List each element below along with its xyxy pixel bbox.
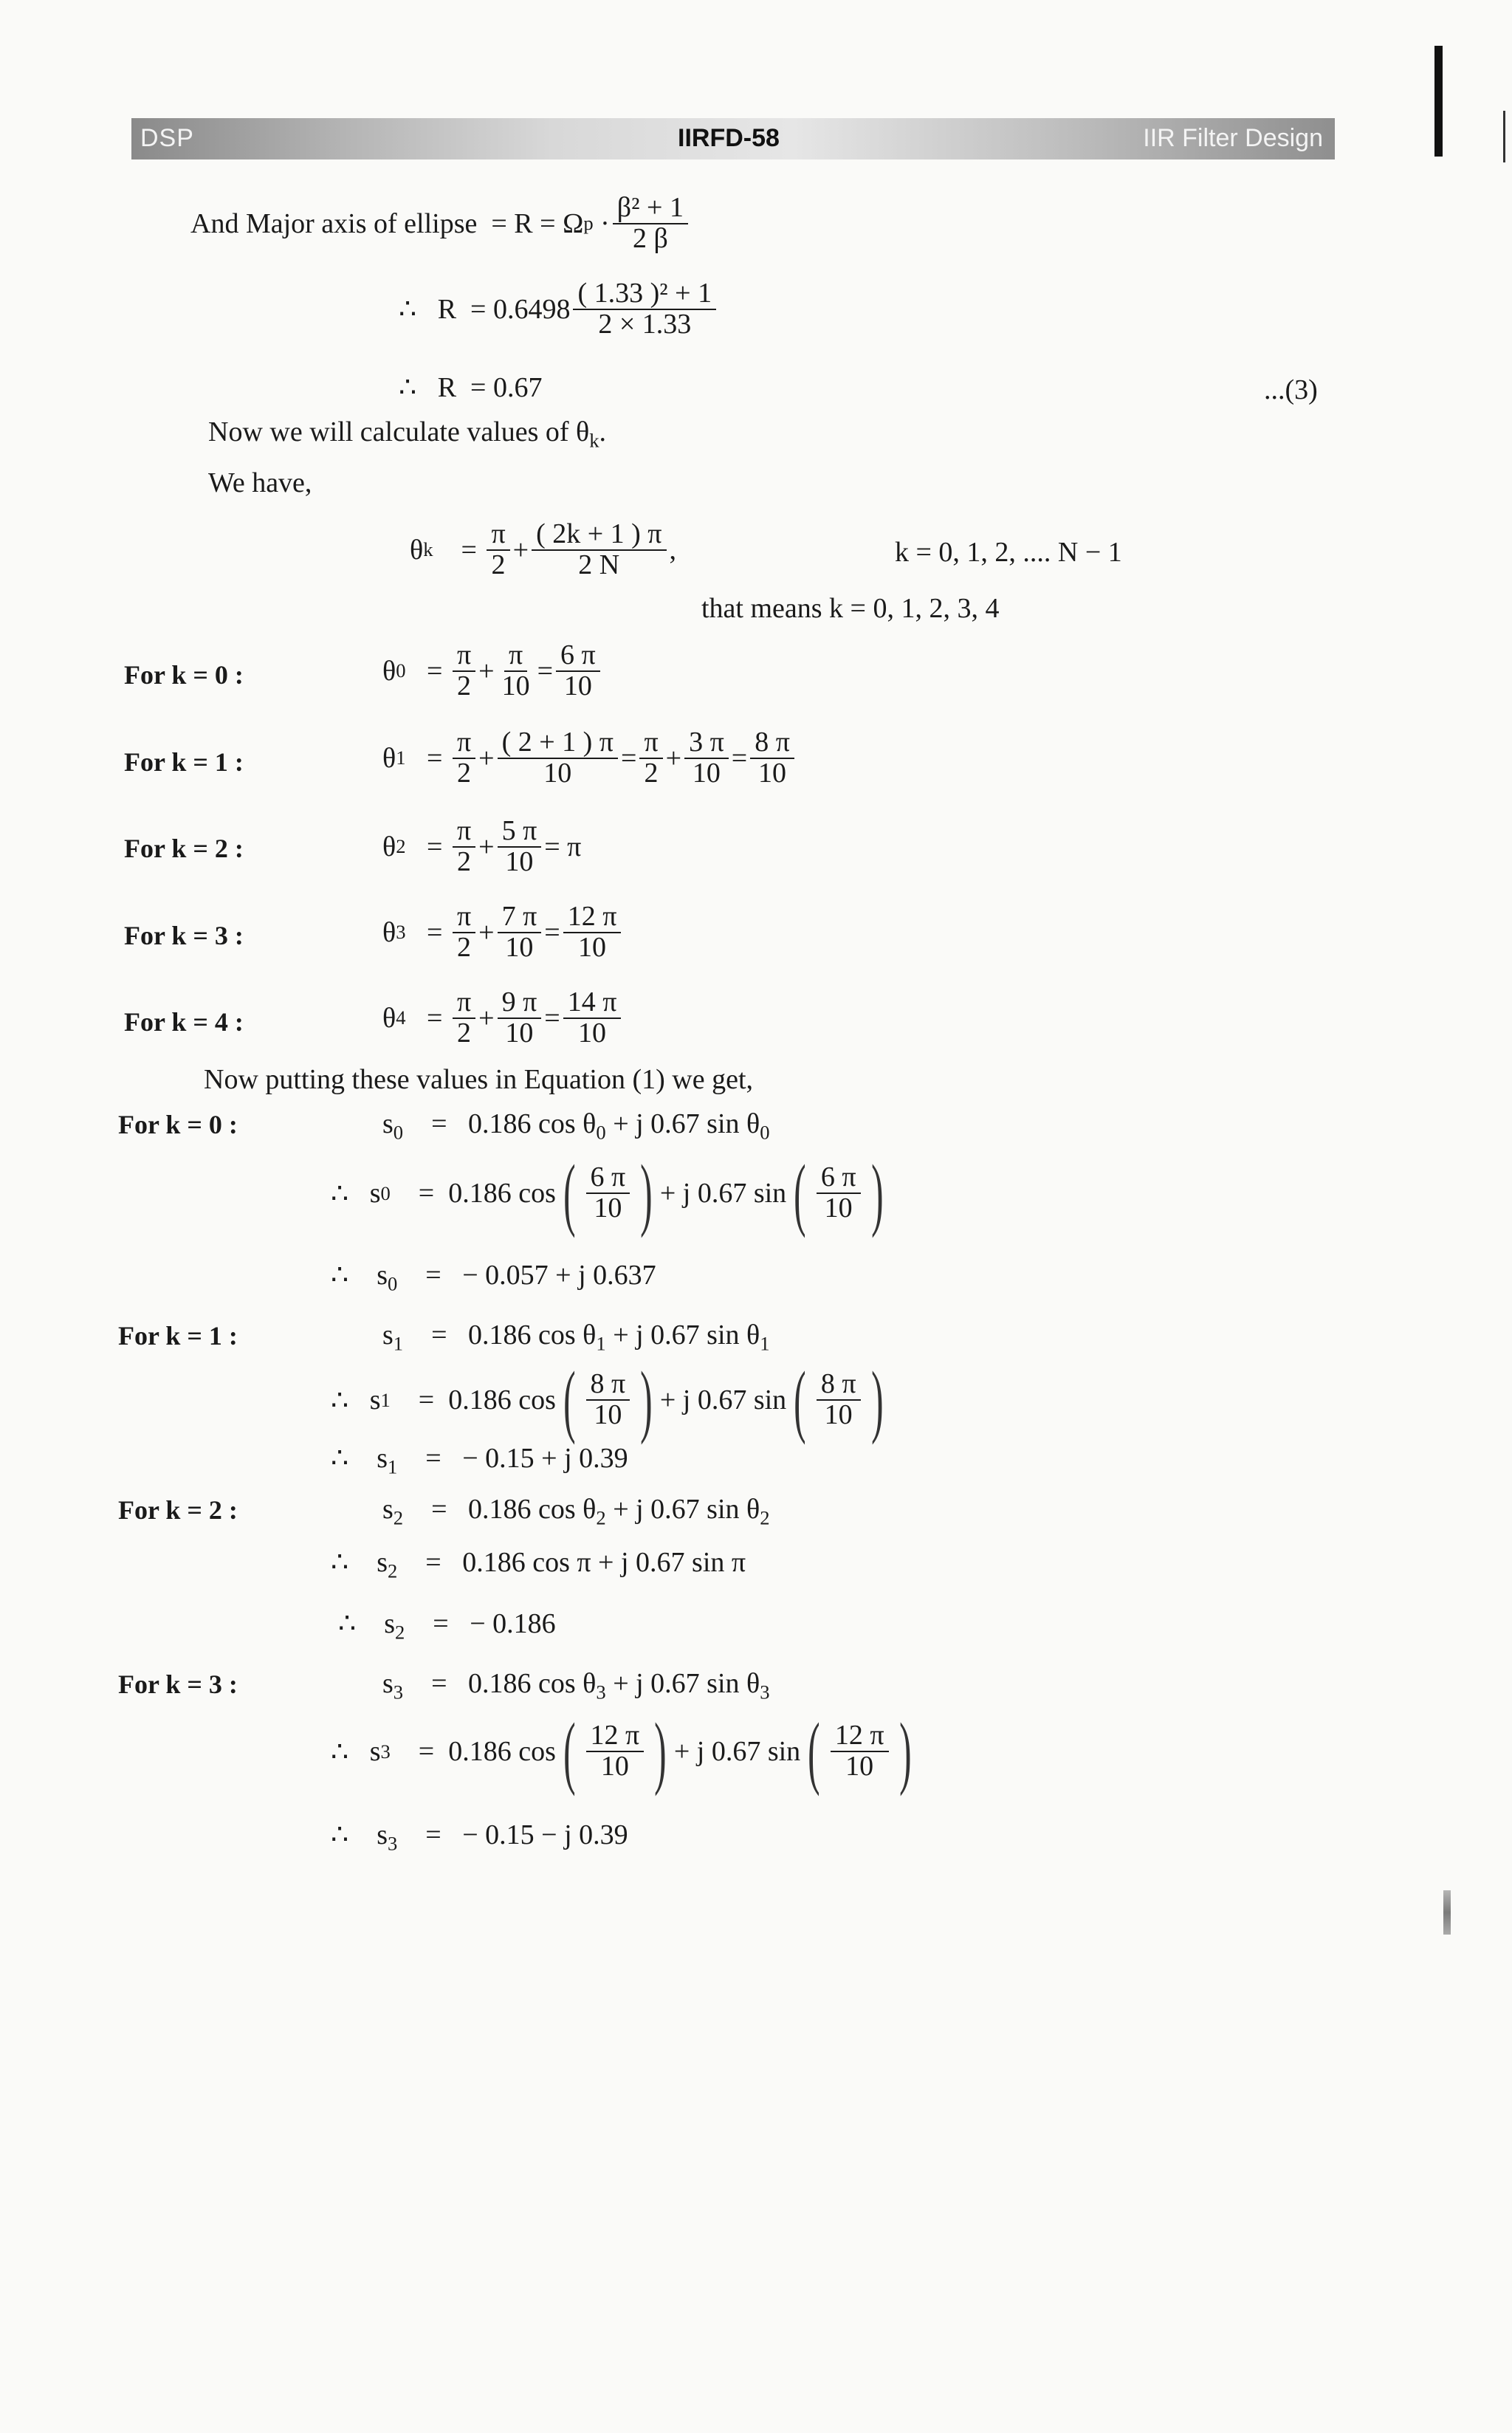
frac-den: 10 [501, 670, 530, 701]
therefore: ∴ [331, 1819, 349, 1850]
theta3-equation: θ 3 = $\frac{\pi}{2}$ + $\frac{7 \pi}{10}$ = $\frac{12 \pi}{10}$ [382, 902, 624, 963]
frac [817, 1370, 861, 1430]
frac-den: 2 [491, 549, 506, 580]
theta-sub: 3 [596, 1681, 606, 1703]
frac-num: π [487, 520, 509, 551]
s-sub: 0 [380, 1181, 391, 1204]
theta-sub: 0 [760, 1121, 770, 1144]
s: s [382, 1320, 394, 1351]
theta4-equation: θ 4 = $\frac{\pi}{2}$ + $\frac{9 \pi}{10}$ = $\frac{14 \pi}{10}$ [382, 988, 624, 1049]
s0-result [331, 1258, 656, 1296]
frac-den: 10 [543, 757, 572, 789]
therefore: ∴ [331, 1384, 349, 1416]
s1-value: − 0.15 + j 0.39 [462, 1443, 628, 1474]
eq: = [461, 534, 477, 566]
s1-equation-a [382, 1319, 770, 1356]
label-s-k0: For k = 0 : [118, 1110, 238, 1139]
therefore: ∴ [331, 1443, 349, 1474]
major-axis-equation [190, 193, 691, 254]
frac-num: 8 π [586, 1370, 630, 1401]
s: s [377, 1819, 388, 1850]
frac-den: 10 [594, 1193, 622, 1224]
s-sub: 1 [393, 1332, 404, 1355]
therefore: ∴ [338, 1608, 357, 1639]
frac [498, 817, 542, 877]
text1: Now we will calculate values of θ [208, 416, 590, 447]
label-k1: For k = 1 : [124, 747, 244, 777]
frac-den: 10 [758, 757, 787, 789]
s3-equation-a [382, 1667, 770, 1704]
eq: = [431, 1494, 447, 1525]
s-sub: 0 [387, 1272, 398, 1295]
eq: = [431, 1108, 447, 1139]
frac-num: π [453, 988, 475, 1019]
frac [453, 988, 475, 1049]
eq: = [431, 1668, 447, 1699]
s: s [369, 1178, 381, 1209]
scan-edge-mark [1434, 46, 1443, 157]
therefore: ∴ [399, 294, 417, 326]
text-we-have: We have, [208, 467, 312, 498]
frac-den: 10 [505, 931, 534, 963]
frac-num: 14 π [563, 988, 622, 1019]
frac-num: ( 2k + 1 ) π [532, 520, 666, 551]
left-paren: ( [563, 1706, 576, 1797]
frac-den: 10 [578, 1017, 607, 1049]
sin-term: + j 0.67 sin θ [605, 1494, 760, 1525]
frac [750, 728, 794, 789]
theta: θ [382, 655, 396, 687]
beta-fraction [613, 193, 688, 254]
sin-term: + j 0.67 sin θ [605, 1320, 760, 1351]
k-range: k = 0, 1, 2, .... N − 1 [895, 537, 1122, 568]
theta-sub: 2 [596, 1506, 606, 1529]
therefore: ∴ [399, 372, 417, 403]
theta-definition [410, 520, 676, 580]
r-lhs: R [437, 293, 457, 325]
frac [639, 728, 662, 789]
theta-sub: 2 [396, 835, 406, 858]
left-paren: ( [808, 1706, 820, 1797]
theta-sub: k [423, 538, 433, 561]
frac-den: 10 [505, 1017, 534, 1049]
frac-num: π [453, 641, 475, 672]
therefore: ∴ [331, 1178, 349, 1209]
major-axis-eq: = R = Ω [491, 207, 584, 239]
scan-edge-line [1503, 111, 1505, 162]
sin-term: + j 0.67 sin θ [605, 1668, 760, 1699]
theta: θ [410, 534, 424, 566]
eq: = [425, 1260, 441, 1291]
frac [453, 728, 475, 789]
frac-num: π [453, 817, 475, 848]
s-sub: 2 [387, 1559, 398, 1582]
frac-den: 10 [600, 1751, 629, 1782]
eq: = [425, 1443, 441, 1474]
sin-term: + j 0.67 sin [659, 1384, 787, 1415]
frac-num: 12 π [831, 1721, 889, 1752]
frac-den: 10 [563, 670, 592, 701]
theta-sub: 1 [396, 747, 406, 769]
s-sub: 2 [393, 1506, 404, 1529]
frac [586, 1721, 645, 1782]
frac [487, 520, 509, 580]
s0-value: − 0.057 + j 0.637 [462, 1260, 656, 1291]
frac-den: 2 [457, 1017, 472, 1049]
s3-equation-b [331, 1706, 918, 1797]
frac-num: π [639, 728, 662, 759]
s-sub: 0 [393, 1121, 404, 1144]
theta1-equation: θ 1 = $\frac{\pi}{2}$ + $\frac{( 2 + 1 ) \pi}{10}$ = $\frac{\pi}{2}$ + $\frac{3 \pi}{10}$ = $\frac{8 \pi}{10}$ [382, 728, 797, 789]
s2-expression: 0.186 cos π + j 0.67 sin π [462, 1547, 746, 1578]
label-k4: For k = 4 : [124, 1007, 244, 1037]
equation-number: ...(3) [1264, 374, 1318, 405]
header-book-title: DSP [140, 124, 194, 152]
frac [586, 1163, 630, 1224]
frac-num: 6 π [817, 1163, 861, 1194]
cos-term: 0.186 cos [448, 1384, 556, 1415]
theta-sub: 0 [396, 659, 406, 682]
text-putting-values: Now putting these values in Equation (1) we get, [204, 1064, 754, 1095]
cos-term: 0.186 cos θ [468, 1108, 597, 1139]
label-s-k3: For k = 3 : [118, 1670, 238, 1699]
page-header [131, 118, 1335, 159]
left-paren: ( [563, 1148, 576, 1238]
therefore: ∴ [331, 1547, 349, 1578]
frac-num: π [504, 641, 527, 672]
s-sub: 3 [393, 1681, 404, 1703]
frac-num: ( 1.33 )² + 1 [573, 279, 716, 310]
frac-den: 10 [505, 845, 534, 877]
r-calculation [399, 279, 719, 340]
frac-num: 6 π [586, 1163, 630, 1194]
left-paren: ( [794, 1148, 806, 1238]
label-s-k1: For k = 1 : [118, 1321, 238, 1351]
s-sub: 3 [380, 1740, 391, 1763]
theta-sub: 2 [760, 1506, 770, 1529]
cos-term: 0.186 cos θ [468, 1668, 597, 1699]
theta-sub: 3 [396, 921, 406, 944]
eq: = [418, 1178, 435, 1209]
theta0-equation: θ 0 = $\frac{\pi}{2}$ + $\frac{\pi}{10}$ = $\frac{6 \pi}{10}$ [382, 641, 603, 701]
eq: = [425, 1819, 441, 1850]
major-axis-label: And Major axis of ellipse [190, 207, 478, 239]
right-paren: ) [640, 1148, 653, 1238]
label-k2: For k = 2 : [124, 834, 244, 863]
eq: = [431, 1320, 447, 1351]
r-lhs: R [437, 371, 457, 403]
theta-sub: 3 [760, 1681, 770, 1703]
eq: = [418, 1736, 435, 1767]
cos-term: 0.186 cos θ [468, 1320, 597, 1351]
k-values: that means k = 0, 1, 2, 3, 4 [701, 593, 1000, 624]
s: s [369, 1736, 381, 1767]
s-sub: 2 [394, 1621, 405, 1644]
frac-num: 3 π [684, 728, 729, 759]
eq: = [433, 1608, 449, 1639]
comma: , [669, 534, 676, 566]
frac-num: 8 π [750, 728, 794, 759]
s3-value: − 0.15 − j 0.39 [462, 1819, 628, 1850]
frac [684, 728, 729, 789]
s: s [369, 1384, 381, 1415]
label-s-k2: For k = 2 : [118, 1495, 238, 1525]
therefore: ∴ [331, 1260, 349, 1291]
frac-num: 7 π [498, 902, 542, 933]
frac [453, 641, 475, 701]
frac-num: 12 π [586, 1721, 645, 1752]
theta-sub: k [589, 429, 599, 452]
s-sub: 1 [380, 1388, 391, 1411]
s0-equation-b [331, 1148, 890, 1238]
s: s [382, 1668, 394, 1699]
s: s [377, 1547, 388, 1578]
cos-term: 0.186 cos [448, 1736, 556, 1767]
text-calculate-theta [208, 416, 606, 453]
theta: θ [382, 916, 396, 948]
frac-den: 2 [457, 670, 472, 701]
s2-equation-b [331, 1545, 746, 1583]
frac-den: 10 [845, 1751, 874, 1782]
frac-den: 2 [457, 931, 472, 963]
frac-num: 6 π [556, 641, 600, 672]
label-k3: For k = 3 : [124, 921, 244, 950]
sin-term: + j 0.67 sin [659, 1178, 787, 1209]
right-paren: ) [898, 1706, 912, 1797]
cos-term: 0.186 cos [448, 1178, 556, 1209]
s1-result [331, 1441, 628, 1479]
sin-term: + j 0.67 sin θ [605, 1108, 760, 1139]
header-chapter-title: IIR Filter Design [1143, 124, 1323, 152]
frac [498, 988, 542, 1049]
frac-den: 10 [824, 1399, 853, 1430]
therefore: ∴ [331, 1736, 349, 1768]
frac-den: 2 N [578, 549, 620, 580]
result: = π [544, 831, 582, 862]
frac [498, 902, 542, 963]
frac [453, 902, 475, 963]
s-sub: 1 [387, 1455, 398, 1478]
right-paren: ) [870, 1355, 884, 1445]
eq: = [425, 1547, 441, 1578]
frac-den: 2 [644, 757, 659, 789]
theta: θ [382, 1002, 396, 1034]
frac-num: π [453, 902, 475, 933]
dot: · [600, 207, 610, 239]
frac [453, 817, 475, 877]
frac-num: ( 2 + 1 ) π [498, 728, 618, 759]
right-paren: ) [654, 1706, 667, 1797]
s3-result [331, 1818, 628, 1856]
frac-den: 2 [457, 845, 472, 877]
eq: = [418, 1384, 435, 1415]
frac-num: 5 π [498, 817, 542, 848]
s: s [384, 1608, 395, 1639]
frac [563, 902, 622, 963]
frac-den: 10 [594, 1399, 622, 1430]
s0-equation-a [382, 1108, 770, 1145]
frac-den: 10 [824, 1193, 853, 1224]
r-eq: = 0.6498 [470, 293, 571, 325]
frac-num: π [453, 728, 475, 759]
theta-sub: 0 [596, 1121, 606, 1144]
frac [817, 1163, 861, 1224]
sin-term: + j 0.67 sin [673, 1736, 801, 1767]
s: s [377, 1443, 388, 1474]
frac-den: 2 × 1.33 [598, 308, 692, 340]
frac-den: 10 [578, 931, 607, 963]
left-paren: ( [794, 1355, 806, 1445]
label-k0: For k = 0 : [124, 660, 244, 690]
frac-num: β² + 1 [613, 193, 688, 224]
plus: + [512, 534, 529, 566]
frac-den: 2 β [632, 222, 668, 254]
scan-smudge [1443, 1890, 1451, 1935]
frac [498, 641, 535, 701]
omega-sub: p [583, 212, 594, 235]
left-paren: ( [563, 1355, 576, 1445]
frac-num: 12 π [563, 902, 622, 933]
s: s [382, 1108, 394, 1139]
frac [532, 520, 666, 580]
s: s [377, 1260, 388, 1291]
s2-result [338, 1607, 556, 1644]
frac-num: 9 π [498, 988, 542, 1019]
frac [563, 988, 622, 1049]
s-sub: 3 [387, 1832, 398, 1855]
theta2-equation: θ 2 = $\frac{\pi}{2}$ + $\frac{5 \pi}{10}$ = π [382, 815, 582, 877]
cos-term: 0.186 cos θ [468, 1494, 597, 1525]
r-result [399, 371, 542, 404]
frac [556, 641, 600, 701]
s1-equation-b [331, 1355, 890, 1445]
right-paren: ) [640, 1355, 653, 1445]
theta-sub: 1 [760, 1332, 770, 1355]
frac-den: 10 [692, 757, 721, 789]
frac-num: 8 π [817, 1370, 861, 1401]
s2-equation-a [382, 1493, 770, 1530]
frac [831, 1721, 889, 1782]
r-value: = 0.67 [470, 371, 543, 403]
frac [586, 1370, 630, 1430]
theta: θ [382, 831, 396, 862]
s2-value: − 0.186 [470, 1608, 556, 1639]
frac [498, 728, 618, 789]
theta-sub: 4 [396, 1006, 406, 1029]
r-fraction [573, 279, 716, 340]
right-paren: ) [870, 1148, 884, 1238]
frac-den: 2 [457, 757, 472, 789]
theta: θ [382, 742, 396, 774]
period: . [599, 416, 607, 447]
s: s [382, 1494, 394, 1525]
header-page-number: IIRFD-58 [678, 124, 780, 152]
theta-sub: 1 [596, 1332, 606, 1355]
